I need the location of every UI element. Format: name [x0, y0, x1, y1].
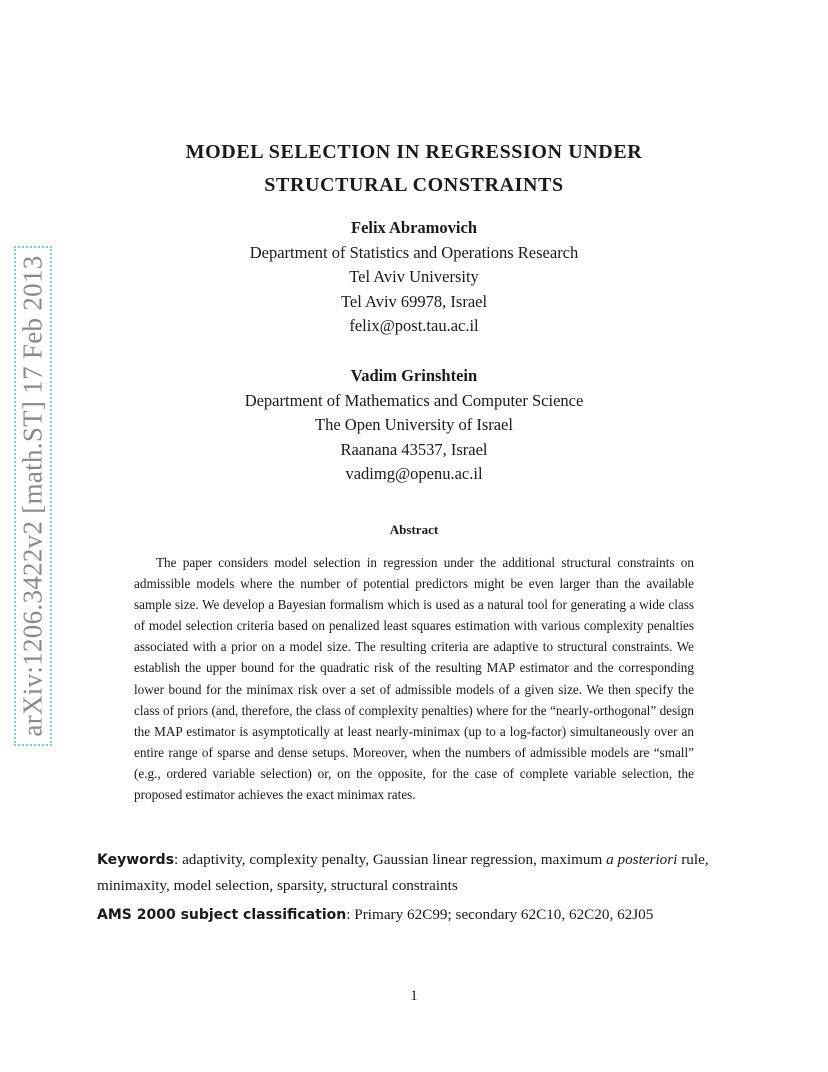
ams-label: AMS 2000 subject classification	[97, 907, 347, 923]
keywords-text-after: rule, minimaxity, model selection, sparsity, structural constraints	[97, 851, 709, 894]
author-address: Raanana 43537, Israel	[340, 439, 488, 459]
author-institution: Tel Aviv University	[349, 267, 479, 286]
author-email: vadimg@openu.ac.il	[345, 464, 483, 483]
author-email: felix@post.tau.ac.il	[349, 316, 479, 335]
ams-classification	[97, 902, 731, 928]
keywords-text-before: : adaptivity, complexity penalty, Gaussian linear regression, maximum	[174, 851, 607, 868]
ams-text: : Primary 62C99; secondary 62C10, 62C20, 62J05	[346, 906, 654, 923]
abstract-text: The paper considers model selection in regression under the additional structural constraints on admissible models where the number of potential predictors might be even larger than the available sample size. We develop a Bayesian formalism which is used as a natural tool for generating a wide class of model selection criteria based on penalized least squares estimation with various complexity penalties associated with a prior on a model size. The resulting criteria are adaptive to structural constraints. We establish the upper bound for the quadratic risk of the resulting MAP estimator and the corresponding lower bound for the minimax risk over a set of admissible models of a given size. We then specify the class of priors (and, therefore, the class of complexity penalties) where for the “nearly-orthogonal” design the MAP estimator is asymptotically at least nearly-minimax (up to a log-factor) simultaneously over an entire range of sparse and dense setups. Moreover, when the numbers of admissible models are “small” (e.g., ordered variable selection) or, on the opposite, for the case of complete variable selection, the proposed estimator achieves the exact minimax rates.	[134, 555, 694, 803]
arxiv-id: arXiv:1206.3422v2 [math.ST] 17 Feb 2013	[17, 255, 48, 737]
author-block-1	[0, 216, 828, 339]
author-institution: The Open University of Israel	[315, 415, 513, 434]
author-address: Tel Aviv 69978, Israel	[340, 291, 488, 311]
title-line-2: STRUCTURAL CONSTRAINTS	[264, 174, 564, 196]
keywords	[97, 847, 731, 898]
author-department: Department of Mathematics and Computer Science	[244, 390, 584, 410]
keywords-italic: a posteriori	[606, 851, 678, 868]
paper-title	[0, 136, 828, 202]
author-name: Vadim Grinshtein	[350, 366, 478, 385]
page-number: 1	[410, 988, 418, 1004]
abstract-heading: Abstract	[389, 522, 439, 537]
title-line-1: MODEL SELECTION IN REGRESSION UNDER	[185, 141, 643, 163]
keywords-label: Keywords	[97, 852, 175, 868]
author-block-2	[0, 364, 828, 487]
author-name: Felix Abramovich	[350, 218, 478, 237]
author-department: Department of Statistics and Operations Research	[249, 242, 579, 262]
